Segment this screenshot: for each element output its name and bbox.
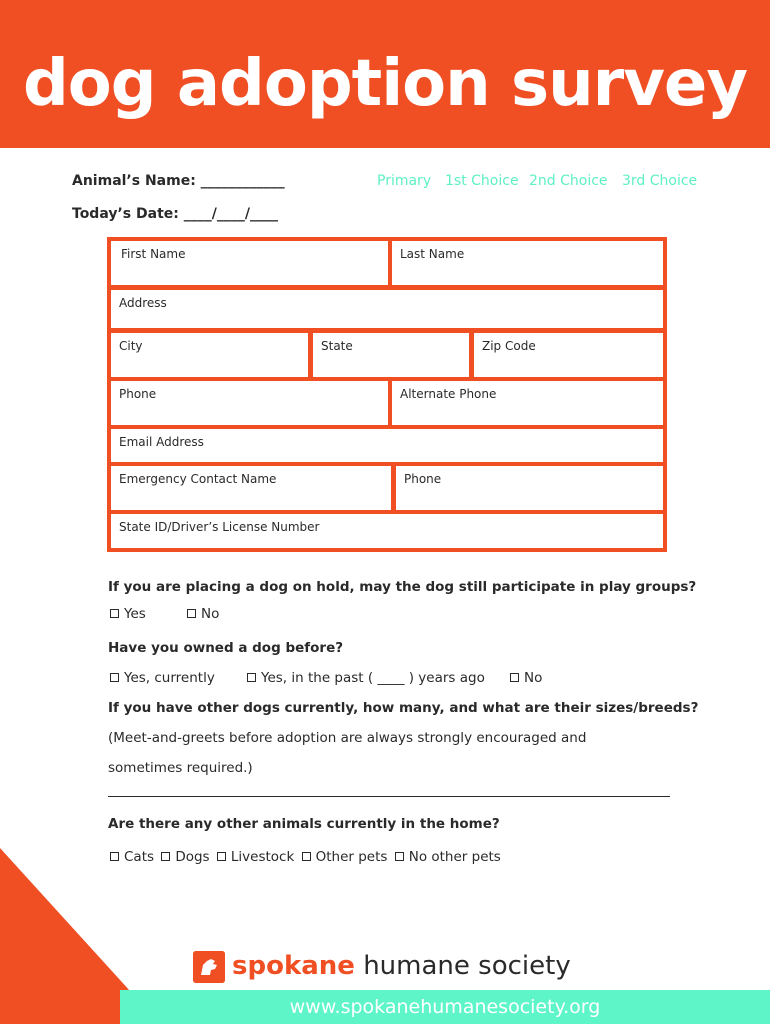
brand-logo-rest: humane society (354, 951, 571, 981)
checkbox-icon (187, 609, 196, 618)
option-no-other-pets[interactable]: No other pets (408, 849, 501, 865)
address-label: Address (119, 296, 167, 310)
option-owned-past[interactable] (247, 670, 485, 686)
checkbox-icon (110, 673, 119, 682)
footer-url[interactable]: www.spokanehumanesociety.org (289, 996, 601, 1018)
checkbox-icon (217, 852, 226, 861)
choice-first: 1st Choice (445, 173, 519, 189)
question-play-groups: If you are placing a dog on hold, may the dog still participate in play groups? (108, 579, 697, 595)
checkbox-icon (510, 673, 519, 682)
brand-logo (232, 951, 571, 981)
first-name-field[interactable] (111, 241, 388, 285)
option-owned-currently[interactable] (110, 670, 215, 686)
answer-line[interactable] (108, 796, 670, 797)
emergency-contact-name-label: Emergency Contact Name (119, 472, 277, 486)
question-other-animals: Are there any other animals currently in the home? (108, 816, 500, 832)
checkbox-icon (161, 852, 170, 861)
option-dogs[interactable]: Dogs (175, 849, 210, 865)
meet-greet-note-2: sometimes required.) (108, 760, 253, 776)
brand-logo-bold: spokane (232, 951, 355, 981)
phone-field[interactable] (111, 381, 388, 425)
choice-second: 2nd Choice (529, 173, 608, 189)
option-other-pets[interactable]: Other pets (315, 849, 388, 865)
page-title: dog adoption survey (22, 47, 748, 121)
dog-logo-icon (193, 951, 225, 983)
checkbox-icon (302, 852, 311, 861)
question-other-dogs: If you have other dogs currently, how many, and what are their sizes/breeds? (108, 700, 699, 716)
emergency-phone-field[interactable] (396, 466, 663, 510)
option-label: Yes, in the past ( ____ ) years ago (261, 670, 485, 686)
alternate-phone-label: Alternate Phone (400, 387, 497, 401)
alternate-phone-field[interactable] (392, 381, 663, 425)
option-livestock[interactable]: Livestock (230, 849, 295, 865)
state-field[interactable] (313, 333, 469, 377)
checkbox-icon (395, 852, 404, 861)
option-label: Yes (124, 606, 146, 622)
city-field[interactable] (111, 333, 308, 377)
phone-label: Phone (119, 387, 157, 401)
first-name-label: First Name (121, 247, 186, 261)
option-owned-no[interactable] (510, 670, 542, 686)
city-label: City (119, 339, 143, 353)
question-owned-dog: Have you owned a dog before? (108, 640, 344, 656)
state-id-field[interactable] (111, 514, 663, 548)
option-label: No (524, 670, 543, 686)
option-label: Yes, currently (124, 670, 215, 686)
animal-name-line: Animal’s Name: ____________ (72, 173, 285, 189)
other-animals-options[interactable] (110, 849, 501, 865)
zip-code-field[interactable] (474, 333, 663, 377)
email-label: Email Address (119, 435, 204, 449)
checkbox-icon (247, 673, 256, 682)
meet-greet-note-1: (Meet-and-greets before adoption are always strongly encouraged and (108, 730, 587, 746)
option-play-yes[interactable] (110, 606, 146, 622)
last-name-label: Last Name (400, 247, 465, 261)
state-label: State (321, 339, 353, 353)
emergency-contact-name-field[interactable] (111, 466, 391, 510)
option-label: No (201, 606, 220, 622)
state-id-label: State ID/Driver’s License Number (119, 520, 320, 534)
zip-code-label: Zip Code (482, 339, 536, 353)
option-play-no[interactable] (187, 606, 219, 622)
email-field[interactable] (111, 429, 663, 462)
contact-form (107, 237, 667, 552)
last-name-field[interactable] (392, 241, 663, 285)
option-cats[interactable]: Cats (124, 849, 155, 865)
todays-date-line: Today’s Date: ____/____/____ (72, 206, 278, 222)
choice-primary: Primary (377, 173, 432, 189)
address-field[interactable] (111, 290, 663, 328)
choice-third: 3rd Choice (622, 173, 698, 189)
emergency-phone-label: Phone (404, 472, 442, 486)
checkbox-icon (110, 609, 119, 618)
